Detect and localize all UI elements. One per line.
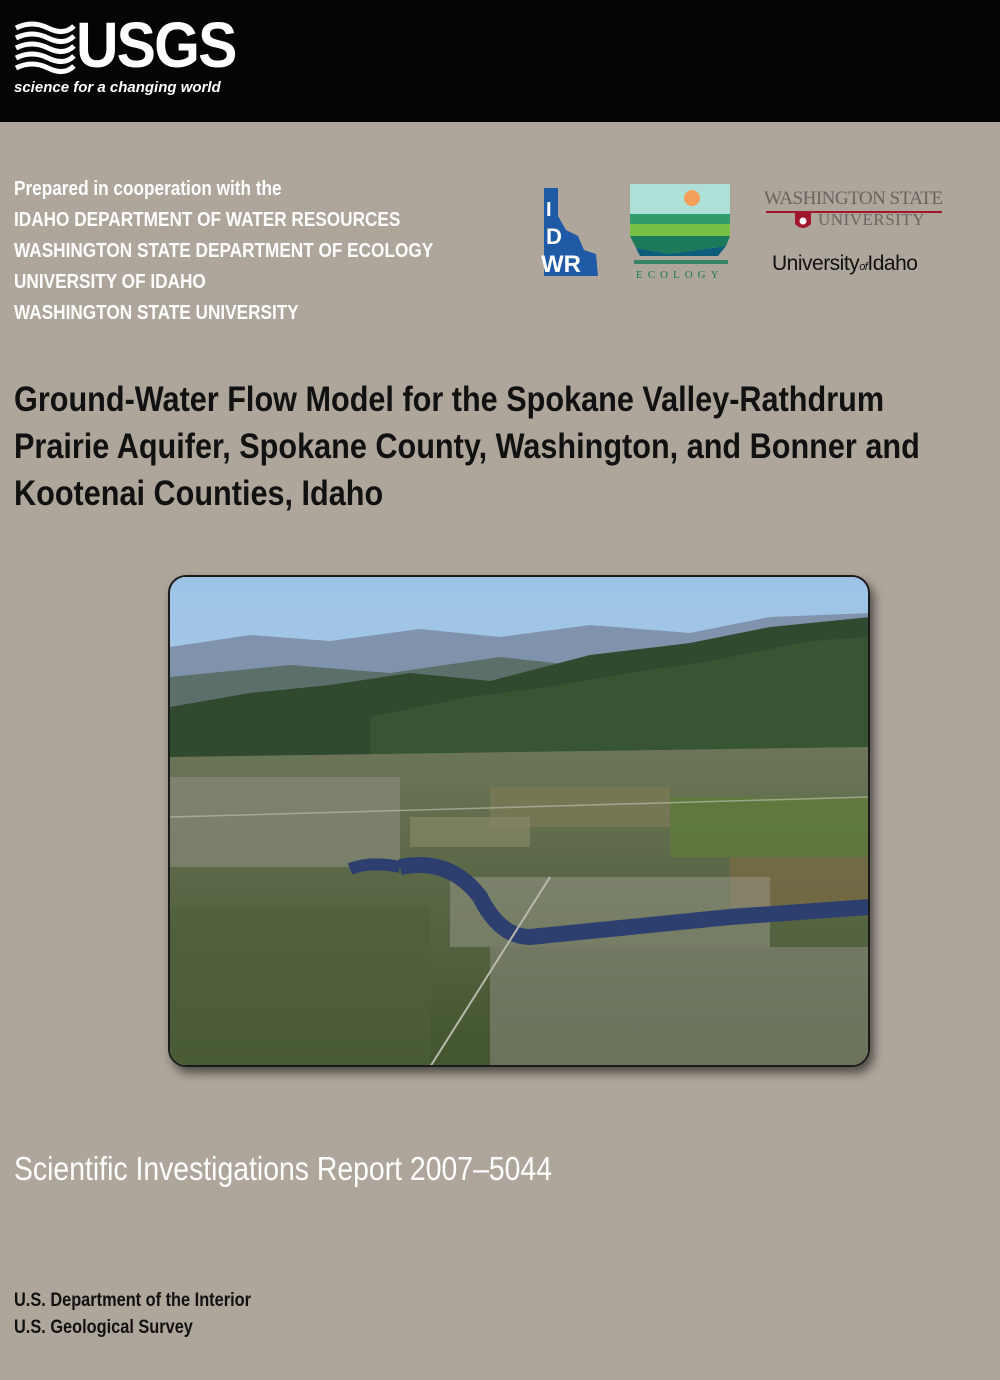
- partner-uidaho: UNIVERSITY OF IDAHO: [14, 271, 206, 293]
- aerial-photo-icon: [170, 577, 870, 1067]
- svg-text:WR: WR: [541, 251, 581, 278]
- cooperation-intro: Prepared in cooperation with the: [14, 178, 282, 200]
- report-title: Ground-Water Flow Model for the Spokane Valley-Rathdrum Prairie Aquifer, Spokane County, Washington, and Bonner and Kootenai Counties, Idaho: [14, 380, 920, 513]
- svg-text:D: D: [546, 224, 562, 249]
- wsu-cougar-icon: [794, 212, 812, 232]
- wsu-logo-line2: UNIVERSITY: [818, 210, 925, 229]
- usgs-logo: [14, 9, 254, 106]
- partner-wsu: WASHINGTON STATE UNIVERSITY: [14, 302, 299, 324]
- aerial-photo: [168, 575, 870, 1067]
- cooperation-statement: [14, 174, 433, 329]
- usgs-header-bar: [0, 0, 1000, 122]
- report-number: Scientific Investigations Report 2007–5044: [14, 1150, 552, 1187]
- agency-footer: [14, 1287, 251, 1341]
- usgs-wordmark: USGS: [76, 9, 236, 81]
- usgs-wave-icon: [14, 18, 76, 78]
- svg-text:I: I: [546, 199, 552, 221]
- idwr-logo-icon: [538, 186, 600, 278]
- wsu-logo: [764, 188, 944, 248]
- ecology-logo-icon: [630, 184, 730, 282]
- usgs-tagline: science for a changing world: [14, 79, 221, 96]
- uidaho-logo-of: of: [859, 261, 868, 273]
- uidaho-logo-pre: University: [772, 252, 860, 275]
- partner-idwr: IDAHO DEPARTMENT OF WATER RESOURCES: [14, 209, 401, 231]
- footer-department: U.S. Department of the Interior: [14, 1290, 251, 1311]
- partner-ecology: WASHINGTON STATE DEPARTMENT OF ECOLOGY: [14, 240, 434, 262]
- uidaho-logo-post: Idaho: [867, 252, 918, 275]
- ecology-logo: [630, 184, 730, 282]
- footer-survey: U.S. Geological Survey: [14, 1317, 193, 1338]
- uidaho-logo: [772, 252, 917, 276]
- wsu-logo-line1: WASHINGTON STATE: [764, 188, 943, 209]
- ecology-word: ECOLOGY: [636, 269, 724, 281]
